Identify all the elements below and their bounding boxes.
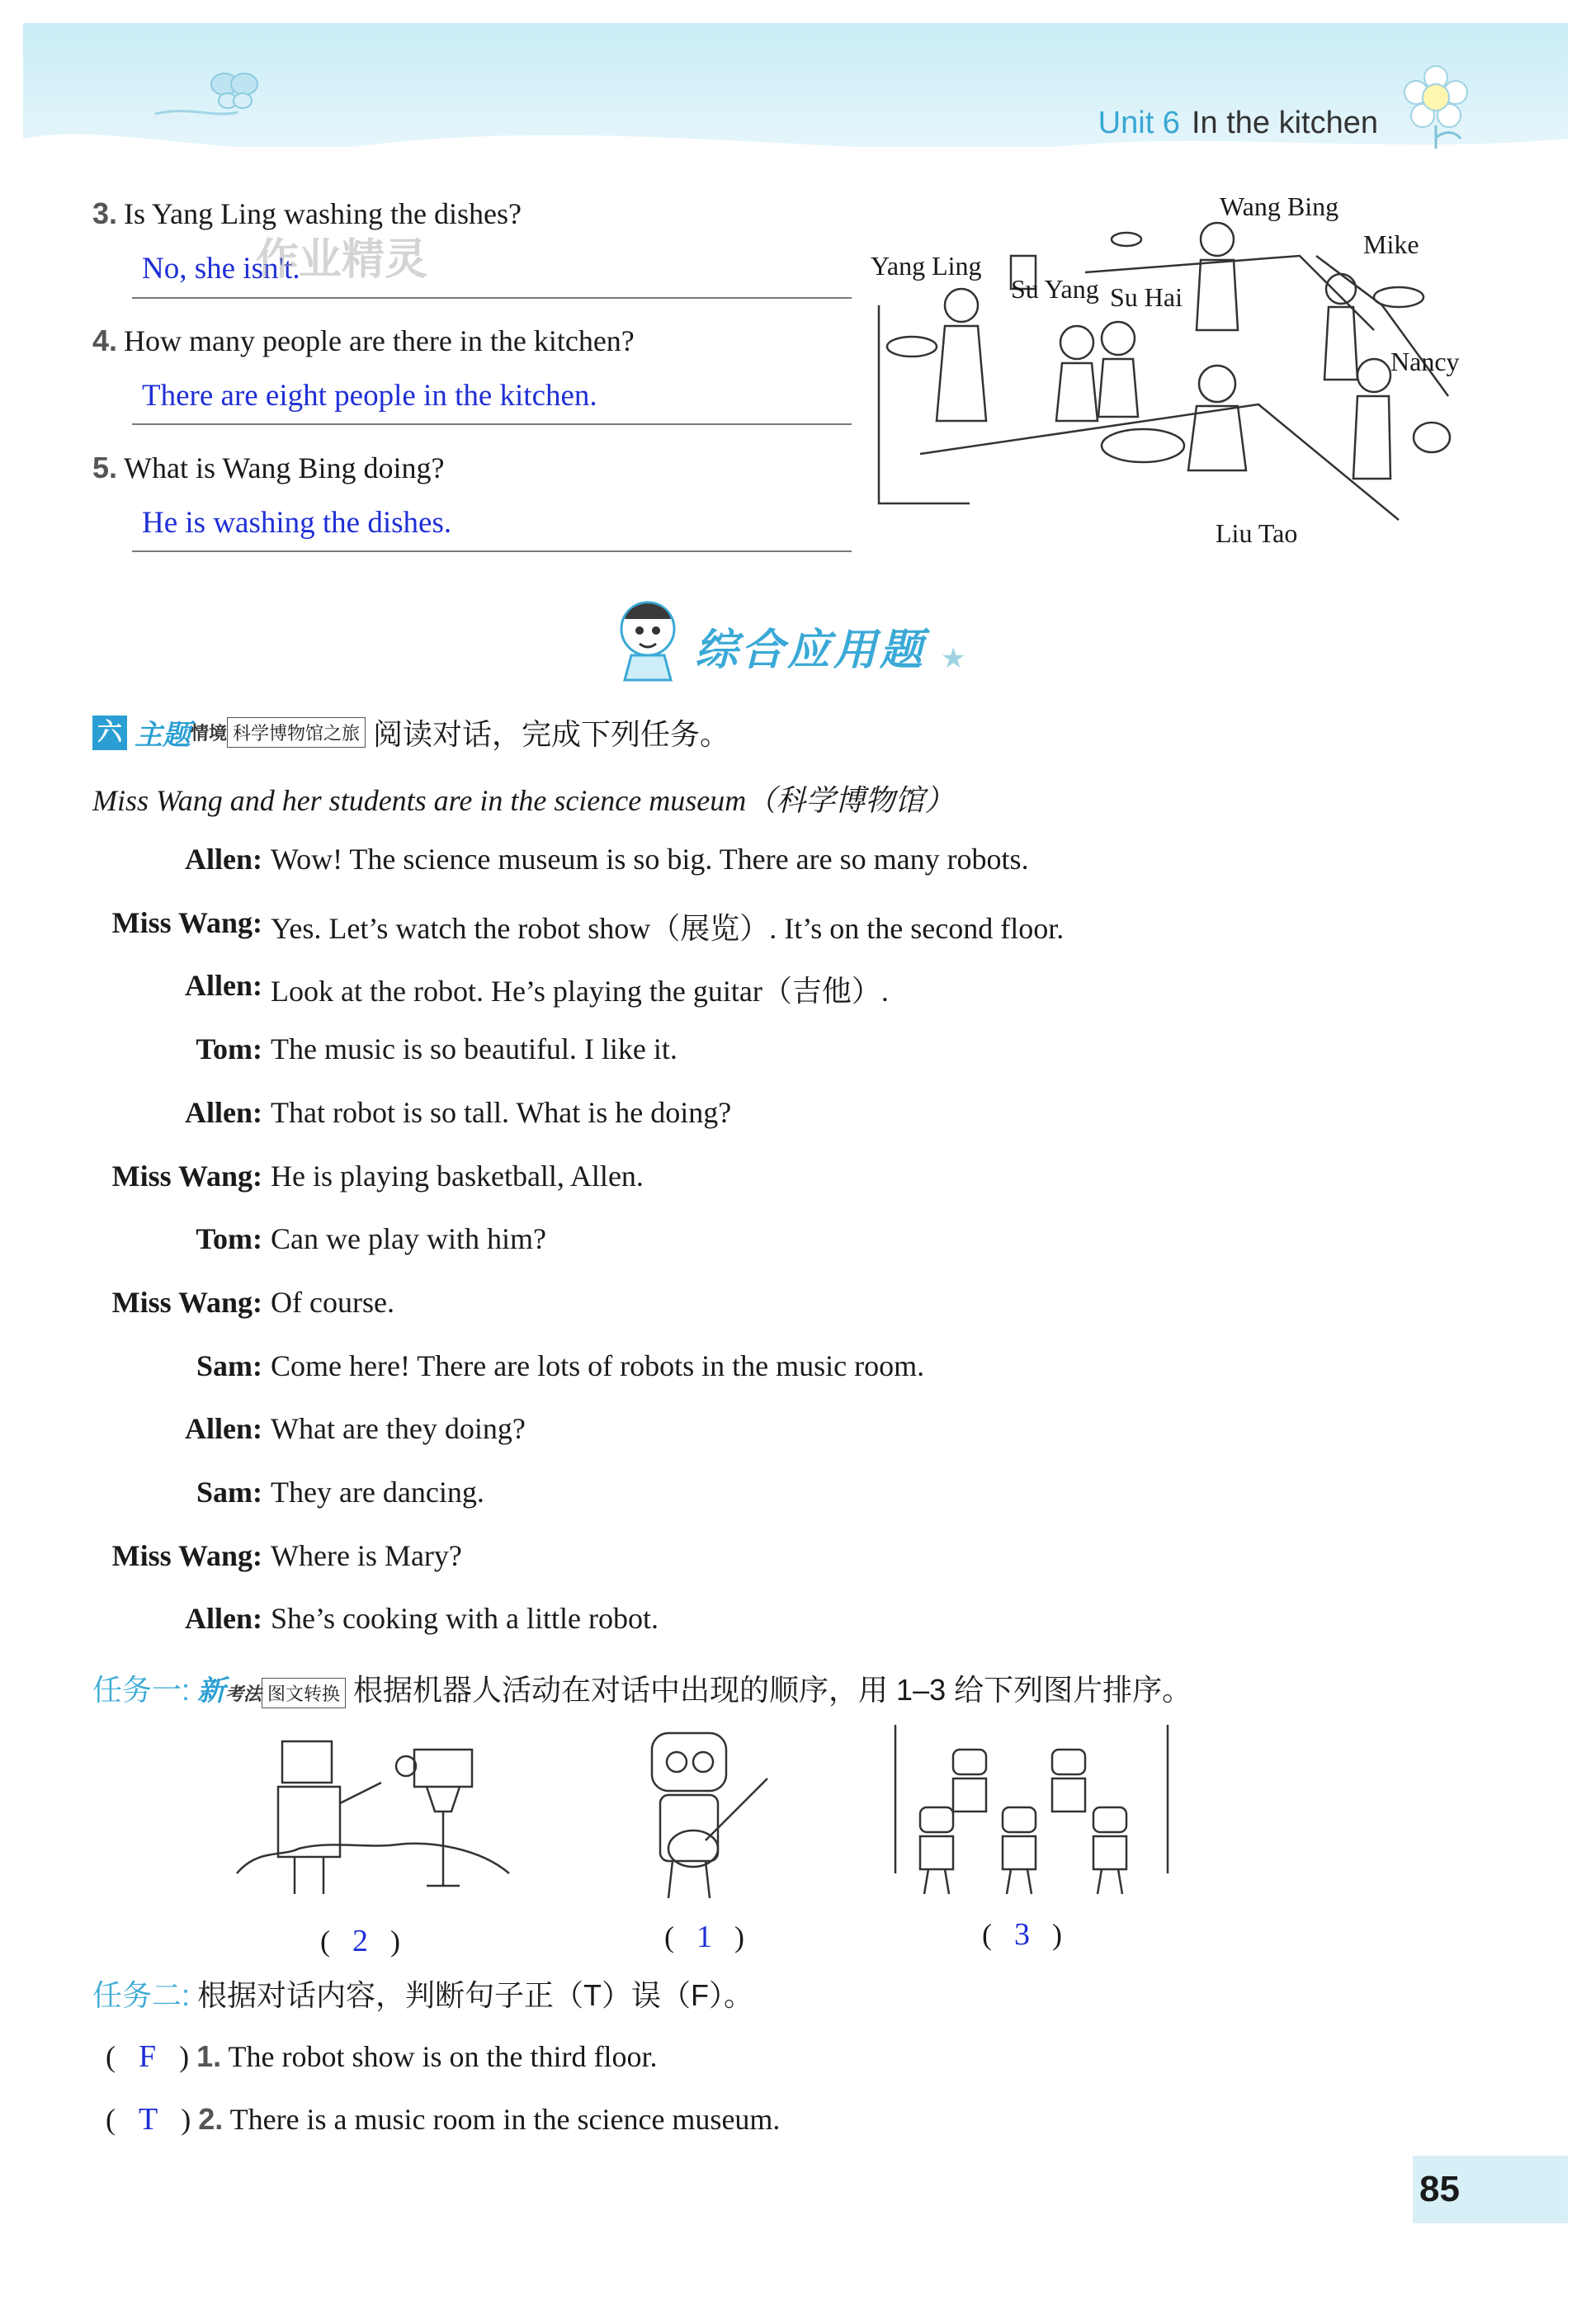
star-icon: ★ (941, 644, 966, 674)
label-su-hai: Su Hai (1110, 282, 1183, 312)
section-6-instruction: 阅读对话，完成下列任务。 (373, 717, 730, 751)
section-6-header (92, 711, 729, 753)
dialogue-line: Yes. Let’s watch the robot show（展览）. It’s on the second floor. (271, 912, 1065, 945)
dialogue-speaker: Tom: (196, 1222, 262, 1255)
label-nancy: Nancy (1390, 347, 1460, 376)
question-3: 3. Is Yang Ling washing the dishes? (92, 196, 522, 230)
unit-number: Unit 6 (1098, 106, 1180, 140)
task-2-header (92, 1972, 753, 2015)
theme-sub-label: 情境 (191, 723, 228, 744)
task-2-label: 任务二: (92, 1978, 191, 2012)
label-mike: Mike (1363, 229, 1419, 259)
dialogue-line: Can we play with him? (271, 1222, 546, 1255)
question-5: 5. What is Wang Bing doing? (92, 451, 445, 484)
unit-name: In the kitchen (1191, 106, 1378, 140)
dialogue-intro: Miss Wang and her students are in the science museum（科学博物馆） (92, 784, 955, 817)
section-6-tag: 六 (92, 716, 127, 750)
dialogue-speaker: Allen: (185, 843, 262, 876)
label-liu-tao: Liu Tao (1216, 518, 1298, 548)
dialogue-speaker: Miss Wang: (111, 1539, 262, 1572)
picture-3-order-paren: ( 3 ) (982, 1917, 1062, 1952)
picture-1-order: 2 (352, 1924, 368, 1958)
picture-2-order: 1 (696, 1920, 712, 1954)
task-1-instruction: 根据机器人活动在对话中出现的顺序，用 1–3 给下列图片排序。 (353, 1673, 1192, 1707)
tf-answer-2: T (139, 2102, 158, 2137)
answer-line (132, 423, 852, 425)
picture-2-order-paren: ( 1 ) (664, 1920, 744, 1954)
dialogue-line: They are dancing. (271, 1476, 484, 1509)
robots-dancing-picture (887, 1717, 1176, 1915)
dialogue-speaker: Tom: (196, 1032, 262, 1065)
dialogue-line: She’s cooking with a little robot. (271, 1602, 659, 1635)
dialogue-line: That robot is so tall. What is he doing? (271, 1096, 732, 1129)
dialogue-speaker: Allen: (185, 969, 262, 1002)
answer-3: No, she isn't. (142, 252, 300, 286)
dialogue-speaker: Sam: (196, 1476, 262, 1509)
mascot-icon (607, 594, 689, 685)
dialogue-line: He is playing basketball, Allen. (271, 1160, 644, 1193)
tf-item-1: ( F ) 1. The robot show is on the third floor. (106, 2039, 658, 2074)
answer-line (132, 550, 852, 552)
new-tag: 新考法 (197, 1675, 262, 1707)
question-4: 4. How many people are there in the kitchen? (92, 324, 635, 357)
task-1-label: 任务一: (92, 1673, 191, 1707)
dialogue-line: Where is Mary? (271, 1539, 462, 1572)
flower-icon (1395, 59, 1477, 150)
dialogue-line: Of course. (271, 1286, 394, 1319)
butterfly-icon (206, 66, 264, 116)
task-1-header (92, 1667, 1192, 1709)
dialogue-line: Look at the robot. He’s playing the guitar（吉他）. (271, 975, 889, 1008)
task-2-instruction: 根据对话内容，判断句子正（T）误（F）。 (197, 1978, 753, 2012)
picture-3-order: 3 (1014, 1917, 1030, 1952)
answer-line (132, 297, 852, 299)
dialogue-speaker: Allen: (185, 1602, 262, 1635)
answer-5: He is washing the dishes. (142, 506, 452, 540)
robot-guitar-picture (627, 1717, 792, 1915)
answer-4: There are eight people in the kitchen. (142, 379, 597, 413)
label-yang-ling: Yang Ling (871, 251, 982, 281)
dialogue-line: The music is so beautiful. I like it. (271, 1032, 677, 1065)
tf-answer-1: F (139, 2039, 157, 2074)
tf-item-2: ( T ) 2. There is a music room in the science museum. (106, 2102, 781, 2137)
dialogue-speaker: Miss Wang: (111, 1160, 262, 1193)
unit-title (1098, 106, 1378, 141)
dialogue-line: What are they doing? (271, 1412, 526, 1445)
page-number: 85 (1419, 2169, 1460, 2209)
label-su-yang: Su Yang (1011, 274, 1099, 304)
dialogue-speaker: Miss Wang: (111, 1286, 262, 1319)
dialogue-speaker: Miss Wang: (111, 906, 262, 939)
label-wang-bing: Wang Bing (1220, 191, 1339, 221)
dialogue-line: Come here! There are lots of robots in the music room. (271, 1349, 925, 1382)
theme-box: 科学博物馆之旅 (227, 717, 366, 748)
robot-basketball-picture (233, 1725, 513, 1906)
dialogue-line: Wow! The science museum is so big. There are so many robots. (271, 843, 1029, 876)
dialogue-speaker: Allen: (185, 1412, 262, 1445)
picture-1-order-paren: ( 2 ) (320, 1924, 400, 1958)
theme-label: 主题 (135, 720, 191, 751)
section-banner: 综合应用题 (695, 626, 927, 674)
task-1-box: 图文转换 (262, 1678, 346, 1708)
dialogue-speaker: Sam: (196, 1349, 262, 1382)
dialogue-speaker: Allen: (185, 1096, 262, 1129)
watermark: 作业精灵 (256, 235, 428, 285)
